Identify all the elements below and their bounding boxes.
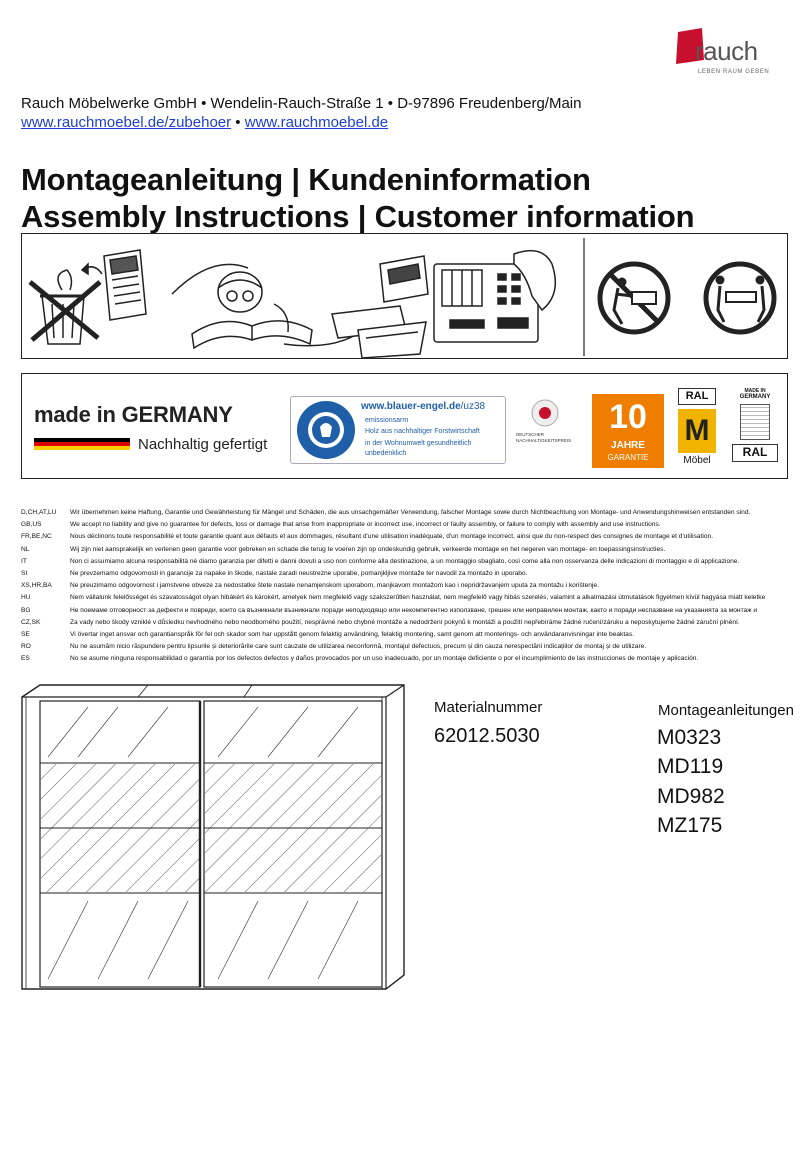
disclaimer-code: XS,HR,BA <box>21 582 52 590</box>
disclaimer-code: SE <box>21 631 30 639</box>
disclaimer-text: Vi övertar inget ansvar och garantianspråk för fel och skador som har uppstått genom felaktig användning, felaktig montering, samt genom att monterings- och användaranvisningar inte beaktas. <box>70 631 634 639</box>
blauer-engel-suffix: /uz38 <box>460 401 486 412</box>
sustainable-text: Nachhaltig gefertigt <box>138 436 268 453</box>
rauch-logo <box>672 26 792 76</box>
disclaimer-text: Wir übernehmen keine Haftung, Garantie und Gewährleistung für Mängel und Schäden, die aus unsachgemäßer Verwendung, falscher Montage sowie durch Nichtbeachtung von Montage- und Anwendungshinweisen entstanden sind. <box>70 509 751 516</box>
ral-germany: GERMANY <box>739 394 771 400</box>
warranty-line-1: JAHRE <box>611 440 645 451</box>
manual-booklet-icon <box>82 250 146 320</box>
blauer-engel-badge <box>290 396 506 464</box>
germany-flag-stripes <box>34 438 130 450</box>
disclaimer-row <box>21 641 791 653</box>
blauer-engel-logo-icon <box>295 399 357 461</box>
disclaimer-row <box>21 605 791 617</box>
disclaimer-text: Za vady nebo škody vzniklé v důsledku nevhodného nebo neodborného použití, nesprávné nebo chybné montáže a nedodržení pokynů k montáži a použití nepřebíráme žádné ručení/záruku a neposkytujeme žádné záruční plnění. <box>70 618 740 626</box>
header-links <box>21 114 388 131</box>
disclaimer-text: Nem vállalunk felelősséget és szavatosságot olyan hibákért és károkért, amelyek nem megfelelő vagy szakszerűtlen használat, nem megfelelő vagy hibás szerelés, valamint a alkalmazási útmutatások figyelmen kívül hagyása miatt keletke <box>70 594 766 602</box>
award-medal-icon <box>530 398 560 428</box>
disclaimer-row <box>21 592 791 604</box>
blauer-engel-point-2: Holz aus nachhaltiger Forstwirtschaft <box>365 428 480 435</box>
disclaimer-row <box>21 568 791 580</box>
website-link[interactable]: www.rauchmoebel.de <box>244 114 389 131</box>
disclaimer-text: We accept no liability and give no guarantee for defects, loss or damage that arise from inappropriate or incorrect use, incorrect or faulty assembly, or failure to comply with assembly and use instructions. <box>70 521 661 529</box>
disclaimer-text: Не поемаме отговорност за дефекти и повреди, които са възникнали възникнали поради неподходящо или некомпетентно използване, грешен или неправилен монтаж, както и поради неспазване на указанията за монтаж и <box>70 606 758 614</box>
award-line-2: NACHHALTIGKEITSPREIS <box>516 438 572 443</box>
page-title-en: Assembly Instructions | Customer information <box>21 199 695 234</box>
disclaimer-code: BG <box>21 606 31 614</box>
material-number: 62012.5030 <box>434 725 540 747</box>
wardrobe-illustration <box>18 683 410 998</box>
made-in-germany-text: made in GERMANY <box>34 402 233 427</box>
disclaimer-code: ES <box>21 655 30 663</box>
certificates-bar <box>21 373 788 479</box>
blauer-engel-point-3: in der Wohnumwelt gesundheitlich unbedenklich <box>365 440 472 457</box>
manual-code: MD119 <box>657 755 724 779</box>
accessories-link[interactable]: www.rauchmoebel.de/zubehoer <box>21 114 232 131</box>
ral-seal-icon <box>740 404 770 440</box>
disclaimer-text: Ne prevzemamo odgovornosti in garancije za napake in škode, nastale zaradi neustrezne uporabe, pomanjkljive montaže ter navodil za montažo in uporabo. <box>70 570 528 578</box>
disclaimer-code: SI <box>21 570 28 578</box>
company-address: Rauch Möbelwerke GmbH • Wendelin-Rauch-Straße 1 • D-97896 Freudenberg/Main <box>21 95 582 112</box>
rauch-tagline: LEBEN RAUM GEBEN <box>698 69 770 75</box>
disclaimer-row <box>21 519 791 531</box>
disclaimer-code: IT <box>21 557 27 565</box>
manual-code: MD982 <box>657 784 725 808</box>
blauer-engel-domain: www.blauer-engel.de <box>361 401 461 412</box>
manuals-list <box>657 723 725 840</box>
document-folder-icon <box>332 256 428 358</box>
disclaimer-code: HU <box>21 594 31 602</box>
disclaimer-row <box>21 653 791 665</box>
disclaimer-text: No se asume ninguna responsabilidad o garantía por los defectos defectos y daños provocados por un uso inadecuado, por un montaje deficiente o por el incumplimiento de las instrucciones de montaje y aplicación. <box>70 655 699 663</box>
disclaimer-code: RO <box>21 643 31 651</box>
ral-bottom-label: RAL <box>732 444 778 462</box>
no-discard-manual-icon <box>30 270 100 344</box>
disclaimer-text: Non ci assumiamo alcuna responsabilità né diamo garanzia per difetti e danni dovuti a uso non conforme alla destinazione, a un montaggio sbagliato, così come alla non osservanza delle indicazioni di montaggio e di applicazione. <box>70 557 740 565</box>
blauer-engel-point-1: emissionsarm <box>365 417 409 424</box>
material-number-label: Materialnummer <box>434 699 543 716</box>
blauer-engel-url <box>361 401 485 412</box>
person-reading-icon <box>172 264 312 348</box>
award-line-1: DEUTSCHER <box>516 432 545 437</box>
ral-moebel-badge <box>678 388 716 474</box>
no-single-person-icon <box>600 264 668 332</box>
sustainability-award-badge <box>510 394 580 464</box>
ral-made-in: MADE IN <box>744 388 766 394</box>
disclaimer-text: Ne preuzimamo odgovornost i jamstvene obveze za nedostatke štete nastale nenamjenskom uporabom, manjkavom montažom kao i nepridržavanjem uputa za montažu i korištenje. <box>70 582 599 590</box>
keypad-phone-icon <box>434 251 555 342</box>
disclaimer-row <box>21 617 791 629</box>
warranty-number: 10 <box>609 398 647 436</box>
disclaimer-row <box>21 544 791 556</box>
warranty-line-2: GARANTIE <box>607 453 649 462</box>
manuals-label: Montageanleitungen <box>658 702 794 719</box>
ral-m-icon: M <box>678 409 716 453</box>
link-separator: • <box>235 114 241 131</box>
disclaimer-code: FR,BE,NC <box>21 533 52 541</box>
ral-moebel-label: Möbel <box>683 455 711 466</box>
made-in-germany-badge <box>34 402 268 453</box>
disclaimer-row <box>21 629 791 641</box>
disclaimer-row <box>21 556 791 568</box>
manual-code: MZ175 <box>657 813 723 837</box>
ral-top-label: RAL <box>678 388 716 405</box>
instruction-pictograms <box>21 233 788 359</box>
disclaimer-code: NL <box>21 545 30 553</box>
rauch-wordmark: rauch <box>695 36 758 66</box>
ral-made-in-germany-badge <box>732 388 778 474</box>
disclaimer-text: Wij zijn niet aansprakelijk en verlenen geen garantie voor gebreken en schade die terug te voeren zijn op ondeskundig gebruik, verkeerde montage en het negeren van montage- en toepassingsinstructies. <box>70 545 666 553</box>
disclaimer-code: GB,US <box>21 521 42 529</box>
two-persons-lifting-icon <box>706 264 774 332</box>
liability-disclaimer-list <box>21 507 791 666</box>
manual-code: M0323 <box>657 726 722 749</box>
disclaimer-row <box>21 580 791 592</box>
disclaimer-text: Nous déclinons toute responsabilité et toute garantie quant aux défauts et aux dommages, résultant d'une utilisation inadéquate, d'un montage incorrect, ainsi que du non-respect des consignes de montage et d'utilisation. <box>70 533 714 541</box>
disclaimer-code: D,CH,AT,LU <box>21 509 57 516</box>
warranty-badge <box>592 394 664 468</box>
disclaimer-code: CZ,SK <box>21 618 41 626</box>
page-title-de: Montageanleitung | Kundeninformation <box>21 162 591 197</box>
disclaimer-row <box>21 507 791 519</box>
disclaimer-text: Nu ne asumăm niciо răspundere pentru lipsurile și deteriorările care sunt cauzate de utilizarea neconformă, montajul defectuos, precum și din cauza nerespectării indicațiilor de montaj și de utilizare. <box>70 643 647 651</box>
disclaimer-row <box>21 531 791 543</box>
